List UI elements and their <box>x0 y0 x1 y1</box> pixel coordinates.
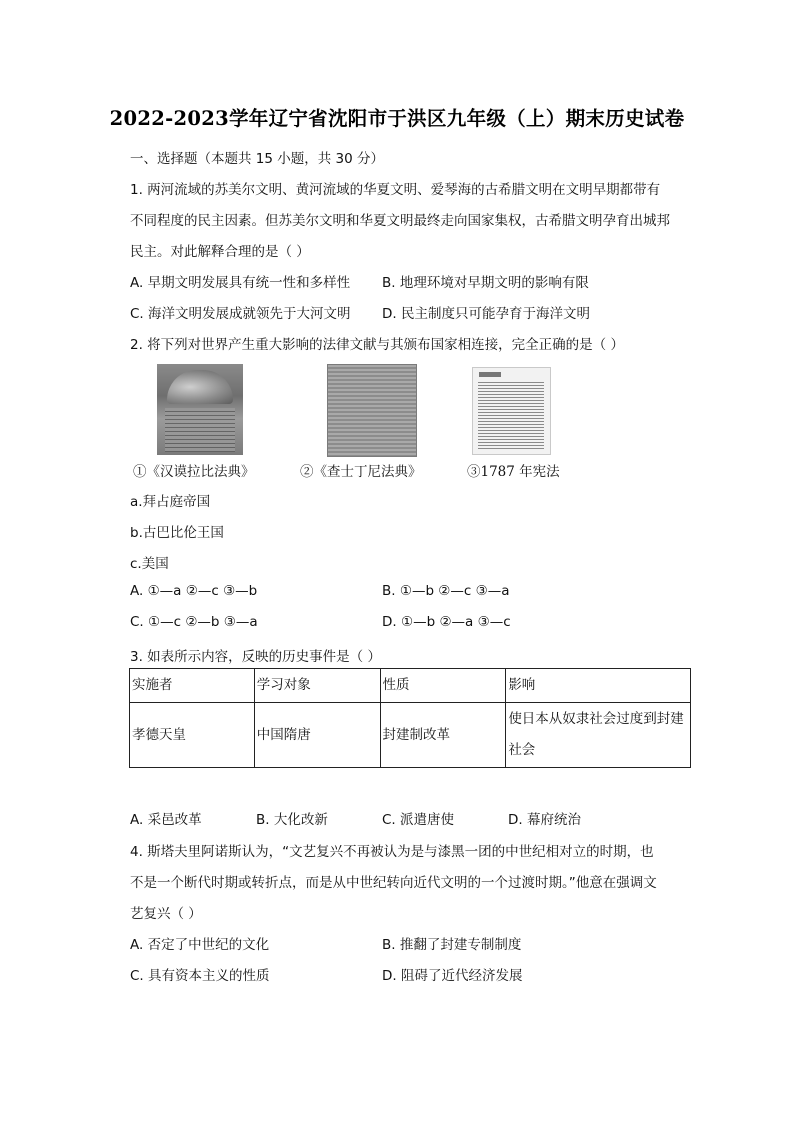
q2-stem: 2. 将下列对世界产生重大影响的法律文献与其颁布国家相连接，完全正确的是（ ） <box>130 337 624 353</box>
table-cell: 封建制改革 <box>380 703 506 768</box>
q3-option-b: B. 大化改新 <box>256 812 328 828</box>
q2-option-a: A. ①—a ②—c ③—b <box>130 583 258 599</box>
q2-item-a: a.拜占庭帝国 <box>130 494 211 510</box>
q1-stem-line3: 民主。对此解释合理的是（ ） <box>130 244 310 260</box>
q2-option-c: C. ①—c ②—b ③—a <box>130 614 258 630</box>
caption-2: ②《查士丁尼法典》 <box>300 464 422 480</box>
table-row <box>130 703 691 768</box>
q4-option-b: B. 推翻了封建专制制度 <box>382 937 522 953</box>
q2-option-b: B. ①—b ②—c ③—a <box>382 583 510 599</box>
exam-title: 2022-2023学年辽宁省沈阳市于洪区九年级（上）期末历史试卷 <box>109 107 685 130</box>
q4-stem-line1: 4. 斯塔夫里阿诺斯认为，“文艺复兴不再被认为是与漆黑一团的中世纪相对立的时期，也 <box>130 844 654 860</box>
table-header-cell: 实施者 <box>130 669 255 703</box>
q4-stem-line2: 不是一个断代时期或转折点，而是从中世纪转向近代文明的一个过渡时期。”他意在强调文 <box>130 875 657 891</box>
q1-stem-line2: 不同程度的民主因素。但苏美尔文明和华夏文明最终走向国家集权，古希腊文明孕育出城邦 <box>130 213 670 229</box>
caption-3: ③1787 年宪法 <box>467 464 560 480</box>
q4-option-c: C. 具有资本主义的性质 <box>130 968 270 984</box>
table-cell: 中国隋唐 <box>254 703 380 768</box>
q2-item-c: c.美国 <box>130 556 169 572</box>
hammurabi-code-image <box>157 364 243 455</box>
q3-option-a: A. 采邑改革 <box>130 812 202 828</box>
table-header-row <box>130 669 691 703</box>
q1-stem-line1: 1. 两河流域的苏美尔文明、黄河流域的华夏文明、爱琴海的古希腊文明在文明早期都带有 <box>130 182 661 198</box>
table-header-cell: 影响 <box>506 669 691 703</box>
q1-option-d: D. 民主制度只可能孕育于海洋文明 <box>382 306 590 322</box>
q4-option-a: A. 否定了中世纪的文化 <box>130 937 270 953</box>
q2-option-d: D. ①—b ②—a ③—c <box>382 614 511 630</box>
table-header-cell: 学习对象 <box>254 669 380 703</box>
q3-stem: 3. 如表所示内容，反映的历史事件是（ ） <box>130 649 381 665</box>
constitution-1787-image <box>472 367 551 455</box>
section-heading: 一、选择题（本题共 15 小题，共 30 分） <box>130 151 385 167</box>
table-cell: 孝德天皇 <box>130 703 255 768</box>
q3-option-d: D. 幕府统治 <box>508 812 581 828</box>
q1-option-a: A. 早期文明发展具有统一性和多样性 <box>130 275 351 291</box>
q1-option-c: C. 海洋文明发展成就领先于大河文明 <box>130 306 351 322</box>
table-header-cell: 性质 <box>380 669 506 703</box>
q3-table <box>129 668 691 768</box>
q4-option-d: D. 阻碍了近代经济发展 <box>382 968 523 984</box>
q4-stem-line3: 艺复兴（ ） <box>130 906 202 922</box>
q3-option-c: C. 派遣唐使 <box>382 812 455 828</box>
justinian-code-image <box>327 364 417 457</box>
q1-option-b: B. 地理环境对早期文明的影响有限 <box>382 275 589 291</box>
table-cell: 使日本从奴隶社会过度到封建社会 <box>506 703 691 768</box>
q2-item-b: b.古巴比伦王国 <box>130 525 224 541</box>
caption-1: ①《汉谟拉比法典》 <box>133 464 255 480</box>
